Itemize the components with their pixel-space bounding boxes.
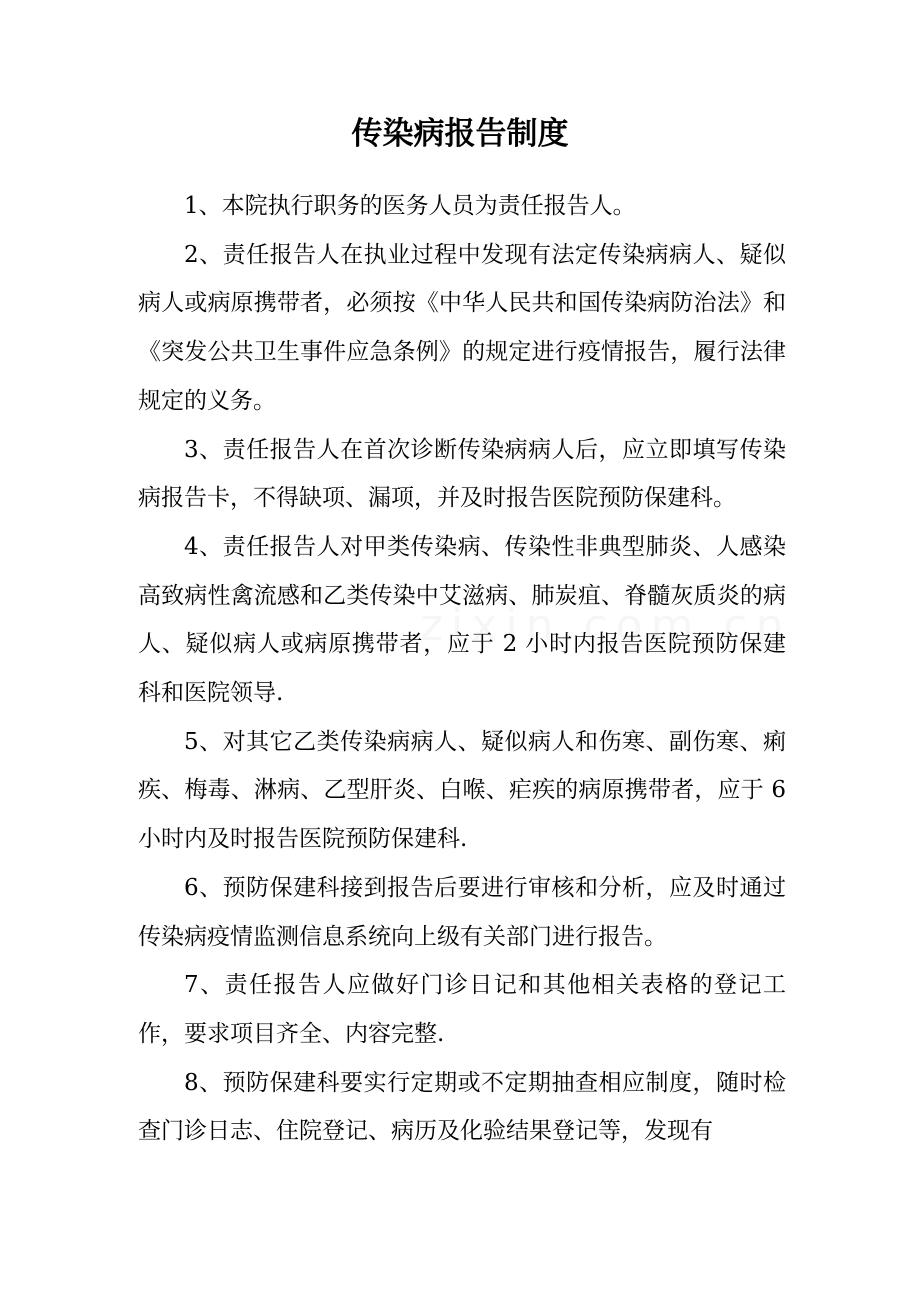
paragraph-4: 4、责任报告人对甲类传染病、传染性非典型肺炎、人感染高致病性禽流感和乙类传染中艾滋病、肺炭疽、脊髓灰质炎的病人、疑似病人或病原携带者，应于 2 小时内报告医院预防保建科和医院领导. (138, 533, 786, 707)
paragraph-5: 5、对其它乙类传染病病人、疑似病人和伤寒、副伤寒、痢疾、梅毒、淋病、乙型肝炎、白喉、疟疾的病原携带者，应于 6 小时内及时报告医院预防保建科. (138, 728, 786, 853)
paragraph-2: 2、责任报告人在执业过程中发现有法定传染病病人、疑似病人或病原携带者，必须按《中华人民共和国传染病防治法》和《突发公共卫生事件应急条例》的规定进行疫情报告，履行法律规定的义务。 (138, 241, 786, 414)
paragraph-6: 6、预防保建科接到报告后要进行审核和分析，应及时通过传染病疫情监测信息系统向上级有关部门进行报告。 (138, 874, 786, 950)
paragraph-7: 7、责任报告人应做好门诊日记和其他相关表格的登记工作，要求项目齐全、内容完整. (138, 972, 786, 1047)
paragraph-3: 3、责任报告人在首次诊断传染病病人后，应立即填写传染病报告卡，不得缺项、漏项，并及时报告医院预防保建科。 (138, 436, 786, 512)
document-body (138, 182, 786, 1156)
paragraph-1: 1、本院执行职务的医务人员为责任报告人。 (184, 193, 636, 219)
paragraph-8: 8、预防保建科要实行定期或不定期抽查相应制度，随时检查门诊日志、住院登记、病历及化验结果登记等，发现有 (138, 1069, 786, 1145)
page-title: 传染病报告制度 (351, 116, 569, 152)
